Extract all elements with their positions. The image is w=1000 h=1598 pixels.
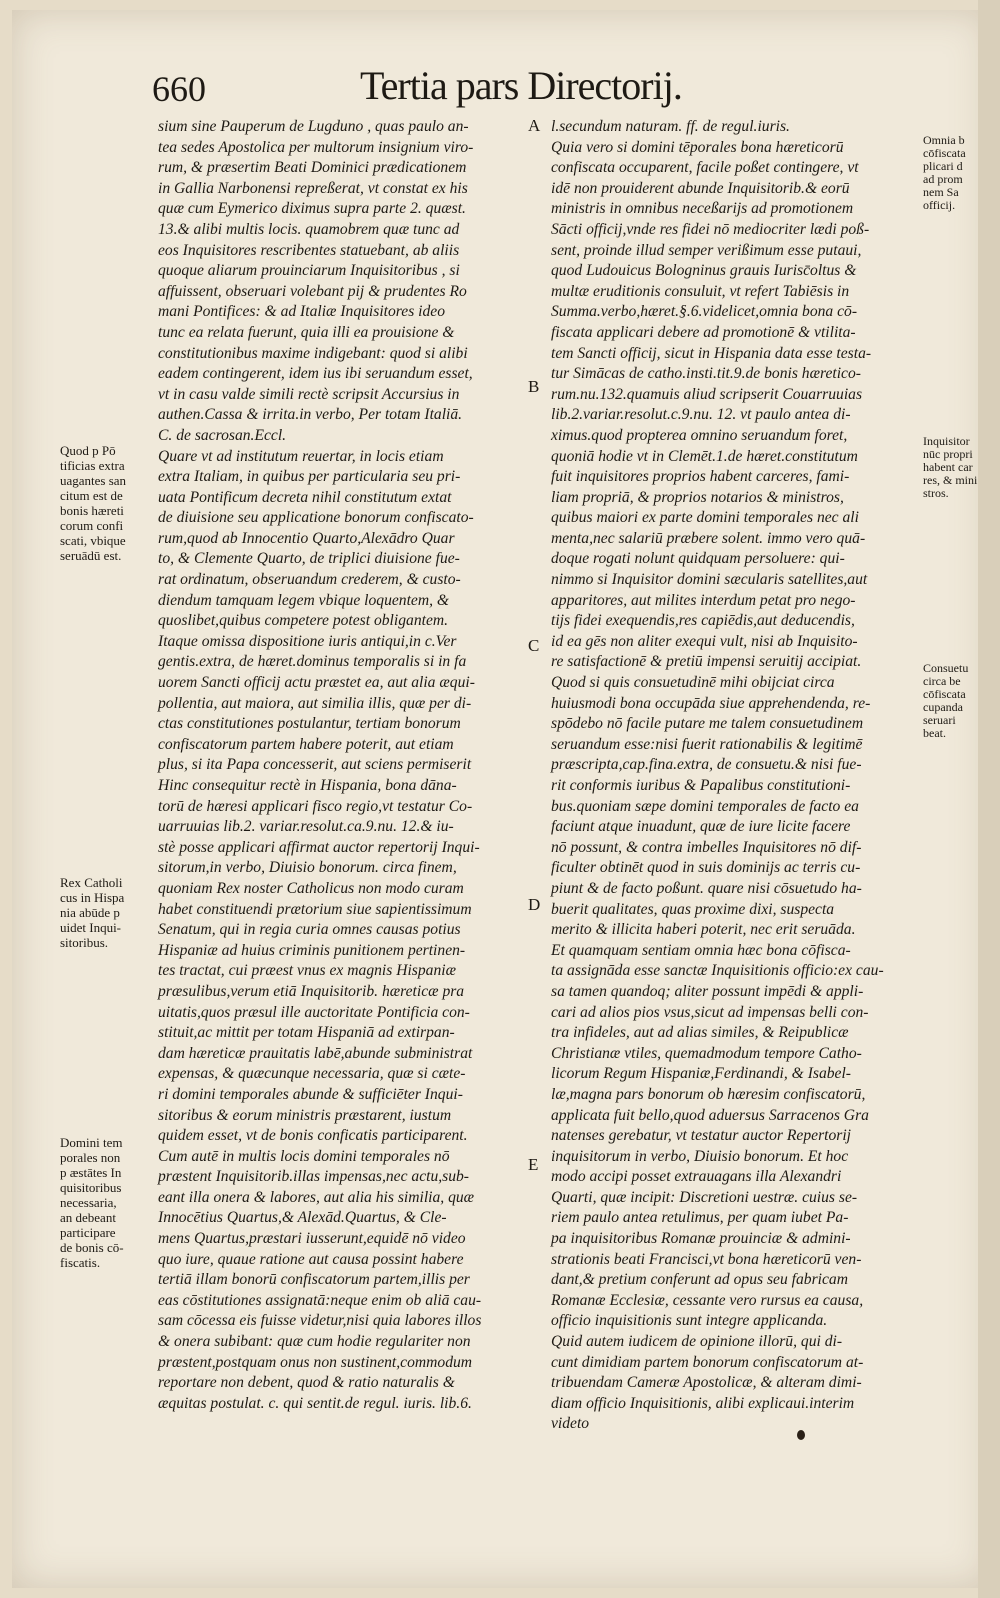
text-line: uarruuias lib.2. variar.resolut.ca.9.nu. 12.& iu- (158, 818, 454, 836)
text-line: quod Ludouicus Bologninus grauis Iurisc̄oltus & (551, 262, 857, 280)
text-line: sitorum,in verbo, Diuisio bonorum. circa finem, (158, 859, 457, 877)
text-line: tificias extra (60, 458, 125, 473)
text-line: expensas, & quæcunque necessaria, quæ si cæte- (158, 1065, 466, 1083)
text-line: de bonis cō- (60, 1240, 124, 1255)
text-line: uitatis,quos præsul ille auctoritate Pontificia con- (158, 1003, 470, 1021)
text-line: plicari d (923, 159, 963, 173)
text-line: cōfiscata (923, 687, 966, 701)
text-line: eadem contingerent, idem ius ibi seruandum esset, (158, 365, 473, 383)
section-letter-d: D (528, 895, 541, 914)
text-line: quisitoribus (60, 1180, 122, 1195)
text-line: licorum Regum Hispaniæ,Ferdinandi, & Isabel- (551, 1065, 852, 1083)
text-line: nia abūde p (60, 905, 120, 920)
section-letter-c: C (528, 636, 540, 655)
text-line: stituit,ac mittit per totam Hispaniā ad extirpan- (158, 1024, 455, 1042)
text-line: cupanda (923, 700, 963, 714)
text-line: præsulibus,verum etiā Inquisitorib. hæreticæ pra (158, 982, 465, 1000)
text-line: seruādū est. (60, 548, 122, 563)
text-line: tra infideles, aut ad alias similes, & Reipublicæ (551, 1024, 849, 1042)
text-line: piunt & de facto poßunt. quare nisi cōsuetudo ha- (551, 879, 862, 897)
text-line: bonis hæreti (60, 503, 124, 518)
text-line: Quarti, quæ incipit: Discretioni uestræ. cuius se- (551, 1188, 858, 1206)
text-line: præstent,postquam onus non sustinent,commodum (158, 1353, 473, 1371)
text-line: Sācti officij,vnde res fidei nō mediocriter lædi poß- (551, 220, 870, 238)
margin-note-right (923, 435, 995, 500)
text-line: bus.quoniam sæpe domini temporales de facto ea (551, 797, 859, 815)
text-line: quibus maiori ex parte domini temporales nec ali (551, 509, 859, 527)
text-line: extra Italiam, in quibus per particularia seu pri- (158, 468, 461, 486)
text-line: authen.Cassa & irrita.in verbo, Per totam Italiā. (158, 406, 463, 424)
text-line: tes tractat, cui præest vnus ex magnis Hispaniæ (158, 962, 456, 980)
text-line: ficulter obtinēt quod in suis dominijs ac terris cu- (551, 859, 861, 877)
text-line: tunc ea relata fuerunt, quia illi ea prouisione & (158, 323, 455, 341)
text-line: tur Simācas de catho.insti.tit.9.de bonis hæretico- (551, 365, 861, 383)
text-line: stros. (923, 486, 949, 500)
text-line: modo accipi posset extrauagans illa Alexandri (551, 1168, 842, 1186)
text-line: Hispaniæ ad huius criminis punitionem pertinen- (158, 941, 466, 959)
right-column (551, 117, 921, 1435)
text-line: sitoribus. (60, 935, 109, 950)
text-line: gentis.extra, de hæret.dominus temporalis si in fa (158, 653, 467, 671)
text-line: strationis beati Francisci,vt bona hæreticorū ven- (551, 1250, 862, 1268)
text-line: confiscata occuparent, facile poßet contingere, vt (551, 159, 859, 177)
text-line: Summa.verbo,hæret.§.6.videlicet,omnia bona cō- (551, 303, 858, 321)
text-line: to, & Clemente Quarto, de triplici diuisione fue- (158, 550, 460, 568)
text-line: uorem Sancti officij actu præstet ea, aut alia æqui- (158, 674, 475, 692)
text-line: Quod p Pō (60, 443, 116, 458)
text-line: huiusmodi bona occupāda siue apprehendenda, re- (551, 694, 871, 712)
text-line: torū de hæresi applicari fisco regio,vt testatur Co- (158, 797, 473, 815)
text-line: menta,nec salariū præbere solent. immo vero quā- (551, 529, 866, 547)
text-line: Inquisitor (923, 434, 970, 448)
text-line: necessaria, (60, 1195, 117, 1210)
text-line: præscripta,cap.fina.extra, de consuetu.& nisi fue- (551, 756, 862, 774)
text-line: cus in Hispa (60, 890, 125, 905)
text-line: dam hæreticæ prauitatis labē,abunde subministrat (158, 1044, 473, 1062)
text-line: l.secundum naturam. ff. de regul.iuris. (551, 118, 790, 135)
text-line: præstent Inquisitorib.illas impensas,nec actu,sub- (158, 1168, 469, 1186)
text-line: Cum autē in multis locis domini temporales nō (158, 1147, 450, 1165)
text-line: Quare vt ad institutum reuertar, in locis etiam (158, 447, 444, 465)
text-line: res, & mini (923, 473, 978, 487)
text-line: scati, vbique (60, 533, 126, 548)
text-line: stè posse applicari affirmat auctor repertorij Inqui- (158, 838, 480, 856)
left-column (158, 117, 523, 1414)
text-line: eas cōstitutiones assignatā:neque enim ob aliā cau- (158, 1291, 482, 1309)
page-edge (978, 0, 1000, 1598)
text-line: rit conformis iuribus & Papalibus constitutioni- (551, 777, 851, 794)
text-line: apparitores, aut milites interdum petat pro nego- (551, 591, 856, 609)
text-line: fuit inquisitores proprios habent carceres, fami- (551, 468, 850, 486)
text-line: diam officio Inquisitionis, alibi explicaui.interim (551, 1394, 855, 1412)
margin-note-left (60, 1135, 152, 1270)
text-line: nem Sa (923, 185, 959, 199)
text-line: applicata fuit bello,quod aduersus Sarracenos Gra (551, 1106, 869, 1124)
text-line: uagantes san (60, 473, 127, 488)
text-line: vt in casu valde simili rectè scripsit Accursius in (158, 385, 460, 403)
text-line: seruari (923, 713, 956, 727)
text-line: quoniam Rex noster Catholicus non modo curam (158, 879, 464, 897)
text-line: nūc propri (923, 447, 973, 461)
text-line: Christianæ vtiles, quemadmodum tempore Catho- (551, 1044, 862, 1062)
text-line: plus, si ita Papa concesserit, aut sciens permiserit (158, 756, 472, 774)
section-letter-b: B (528, 377, 540, 396)
text-line: eant illa onera & labores, aut alia his similia, quæ (158, 1188, 475, 1206)
text-line: rat ordinatum, obseruandum crederem, & custo- (158, 571, 461, 589)
text-line: lib.2.variar.resolut.c.9.nu. 12. vt paulo antea di- (551, 406, 851, 424)
text-line: tribuendam Cameræ Apostolicæ, & alteram dimi- (551, 1374, 862, 1392)
text-line: inquisitorum in verbo, Diuisio bonorum. Et hoc (551, 1147, 849, 1165)
text-line: pa inquisitoribus Romanæ prouinciæ & admini- (551, 1230, 851, 1248)
text-line: quoniā hodie vt in Clemēt.1.de hæret.constitutum (551, 447, 858, 465)
text-line: diendum tamquam legem vbique loquentem, & (158, 591, 450, 609)
text-line: quæ cum Eymerico diximus supra parte 2. quæst. (158, 200, 466, 218)
text-line: uata Pontificum decreta nihil constitutum extat (158, 488, 452, 506)
text-line: læ,magna pars bonorum ob hæresim confiscatorū, (551, 1085, 866, 1103)
text-line: Domini tem (60, 1135, 123, 1150)
text-line: sa tamen quandoq; aliter possunt impēdi & appli- (551, 982, 864, 1000)
text-line: & onera subibant: quæ cum hodie regulariter non (158, 1333, 471, 1351)
text-line: quo iure, quaue ratione aut causa possint habere (158, 1250, 464, 1268)
text-line: tertiā illam bonorū confiscatorum partem,illis per (158, 1271, 470, 1289)
margin-note-left (60, 443, 152, 563)
text-line: cunt dimidiam partem bonorum confiscatorum at- (551, 1353, 864, 1371)
margin-note-right (923, 134, 995, 212)
text-line: officij. (923, 198, 956, 212)
text-line: buerit qualitates, quas proxime dixi, suspecta (551, 900, 835, 918)
text-line: rum, & præsertim Beati Dominici prædicationem (158, 159, 467, 177)
text-line: tea sedes Apostolica per multorum insignium viro- (158, 138, 474, 156)
margin-note-right (923, 662, 995, 740)
text-line: quoslibet,quibus competere potest obligantem. (158, 612, 449, 630)
text-line: de diuisione seu applicatione bonorum confiscato- (158, 509, 474, 527)
text-line: Hinc consequitur rectè in Hispania, bona dāna- (158, 777, 457, 794)
text-line: mens Quartus,præstari iusserunt,equidē nō video (158, 1230, 466, 1248)
text-line: participare (60, 1225, 116, 1240)
text-line: mani Pontifices: & ad Italiæ Inquisitores ideo (158, 303, 446, 321)
text-line: affuissent, obseruari volebant pij & prudentes Ro (158, 282, 467, 300)
text-line: quoque aliarum prouinciarum Inquisitoribus , si (158, 262, 460, 280)
text-line: cōfiscata (923, 146, 966, 160)
text-line: eos Inquisitores rescribentes statuebant, ab aliis (158, 241, 460, 259)
text-line: Omnia b (923, 133, 965, 147)
text-line: in Gallia Narbonensi repreßerat, vt constat ex his (158, 179, 468, 197)
text-line: circa be (923, 674, 961, 688)
text-line: spōdebo nō facile putare me talem consuetudinem (551, 715, 864, 733)
text-line: Consuetu (923, 661, 969, 675)
text-line: Quid autem iudicem de opinione illorū, qui di- (551, 1333, 843, 1351)
text-line: rum.nu.132.quamuis aliud scripserit Couarruuias (551, 385, 863, 403)
text-line: Et quamquam sentiam omnia hæc bona cōfisca- (551, 941, 851, 959)
text-line: ad prom (923, 172, 963, 186)
section-letter-e: E (528, 1155, 539, 1174)
text-line: an debeant (60, 1210, 116, 1225)
text-line: re satisfactionē & pretiū impensi seruitij accipiat. (551, 653, 862, 671)
text-line: idē non prouiderent abunde Inquisitorib.& eorū (551, 179, 850, 197)
text-line: constitutionibus maxime indigebant: quod si alibi (158, 344, 468, 362)
text-line: ministris in omnibus neceßarijs ad promotionem (551, 200, 854, 218)
text-line: Quod si quis consuetudinē mihi obijciat circa (551, 674, 835, 692)
text-line: Senatum, qui in regia curia omnes causas potius (158, 921, 461, 939)
running-title: Tertia pars Directorij. (360, 63, 682, 108)
text-line: Romanæ Ecclesiæ, cessante vero rursus ea causa, (551, 1291, 864, 1309)
text-line: videto (551, 1415, 590, 1433)
text-line: porales non (60, 1150, 121, 1165)
text-line: natenses gerebatur, vt testatur auctor Repertorij (551, 1127, 851, 1145)
text-line: faciunt atque inuadunt, quæ de iure licite facere (551, 818, 851, 836)
page-number: 660 (152, 69, 206, 109)
text-line: Quia vero si domini tēporales bona hæreticorū (551, 138, 844, 156)
text-line: id ea gēs non aliter exequi vult, nisi ab Inquisito- (551, 632, 858, 650)
text-line: merito & illicita haberi poterit, nec erit seruāda. (551, 921, 856, 939)
text-line: æquitas postulat. c. qui sentit.de regul. iuris. lib.6. (158, 1394, 472, 1412)
text-line: quidem esset, vt de bonis conficatis participarent. (158, 1127, 468, 1145)
text-line: dant,& pretium conferunt ad opus seu fabricam (551, 1271, 848, 1289)
text-line: fiscata applicari debere ad promotionē & vtilita- (551, 323, 856, 341)
text-line: fiscatis. (60, 1255, 101, 1270)
text-line: cari ad alios pios vsus,sicut ad impensas belli con- (551, 1003, 869, 1021)
text-line: ta assignāda esse sanctæ Inquisitionis officio:ex cau- (551, 962, 884, 980)
text-line: 13.& alibi multis locis. quamobrem quæ tunc ad (158, 220, 460, 238)
text-line: officio inquisitionis sunt integre applicanda. (551, 1312, 828, 1330)
text-line: C. de sacrosan.Eccl. (158, 426, 287, 444)
text-line: nō possunt, & contra imbelles Inquisitores nō dif- (551, 838, 862, 856)
text-line: Innocētius Quartus,& Alexād.Quartus, & Cle- (158, 1209, 447, 1227)
text-line: reportare non debent, quod & ratio naturalis & (158, 1374, 455, 1392)
text-line: sam cōcessa eis fuisse videtur,nisi quia labores illos (158, 1312, 482, 1330)
text-line: habent car (923, 460, 973, 474)
text-line: habet constituendi prætorium siue sapientissimum (158, 900, 472, 918)
text-line: tem Sancti officij, sicut in Hispania data esse testa- (551, 344, 872, 362)
text-line: sent, proinde illud semper verißimum esse putaui, (551, 241, 862, 259)
text-line: corum confi (60, 518, 124, 533)
text-line: nimmo si Inquisitor domini sæcularis satellites,aut (551, 571, 868, 589)
text-line: confiscatorum partem habere poterit, aut etiam (158, 735, 454, 753)
text-line: Rex Catholi (60, 875, 123, 890)
text-line: rum,quod ab Innocentio Quarto,Alexādro Quar (158, 529, 455, 547)
section-letter-a: A (528, 116, 541, 135)
text-line: citum est de (60, 488, 123, 503)
text-line: beat. (923, 726, 946, 740)
text-line: pollentia, aut maiora, aut similia illis, quæ per di- (158, 694, 472, 712)
text-line: p æstātes In (60, 1165, 122, 1180)
text-line: tijs fidei exequendis,res capiēdis,aut deducendis, (551, 612, 855, 630)
text-line: doque rogati nolunt quidquam persoluere: qui- (551, 550, 845, 568)
text-line: sitoribus & eorum ministris præstarent, iustum (158, 1106, 452, 1124)
text-line: sium sine Pauperum de Lugduno , quas paulo an- (158, 118, 469, 135)
margin-note-left (60, 875, 152, 950)
text-line: riem paulo antea retulimus, per quam iubet Pa- (551, 1209, 849, 1227)
text-line: ximus.quod propterea omnino seruandum foret, (551, 426, 848, 444)
text-line: ctas constitutiones postulantur, tertiam bonorum (158, 715, 461, 733)
text-line: uidet Inqui- (60, 920, 122, 935)
text-line: seruandum esse:nisi fuerit rationabilis & legitimē (551, 735, 863, 753)
ink-blot (797, 1430, 805, 1440)
text-line: Itaque omissa dispositione iuris antiqui,in c.Ver (158, 632, 457, 650)
text-line: ri domini temporales abunde & sufficiēter Inqui- (158, 1085, 463, 1103)
text-line: liam propriā, & proprios notarios & ministros, (551, 488, 844, 506)
text-line: multæ eruditionis consuluit, vt refert Tabiēsis in (551, 282, 850, 300)
